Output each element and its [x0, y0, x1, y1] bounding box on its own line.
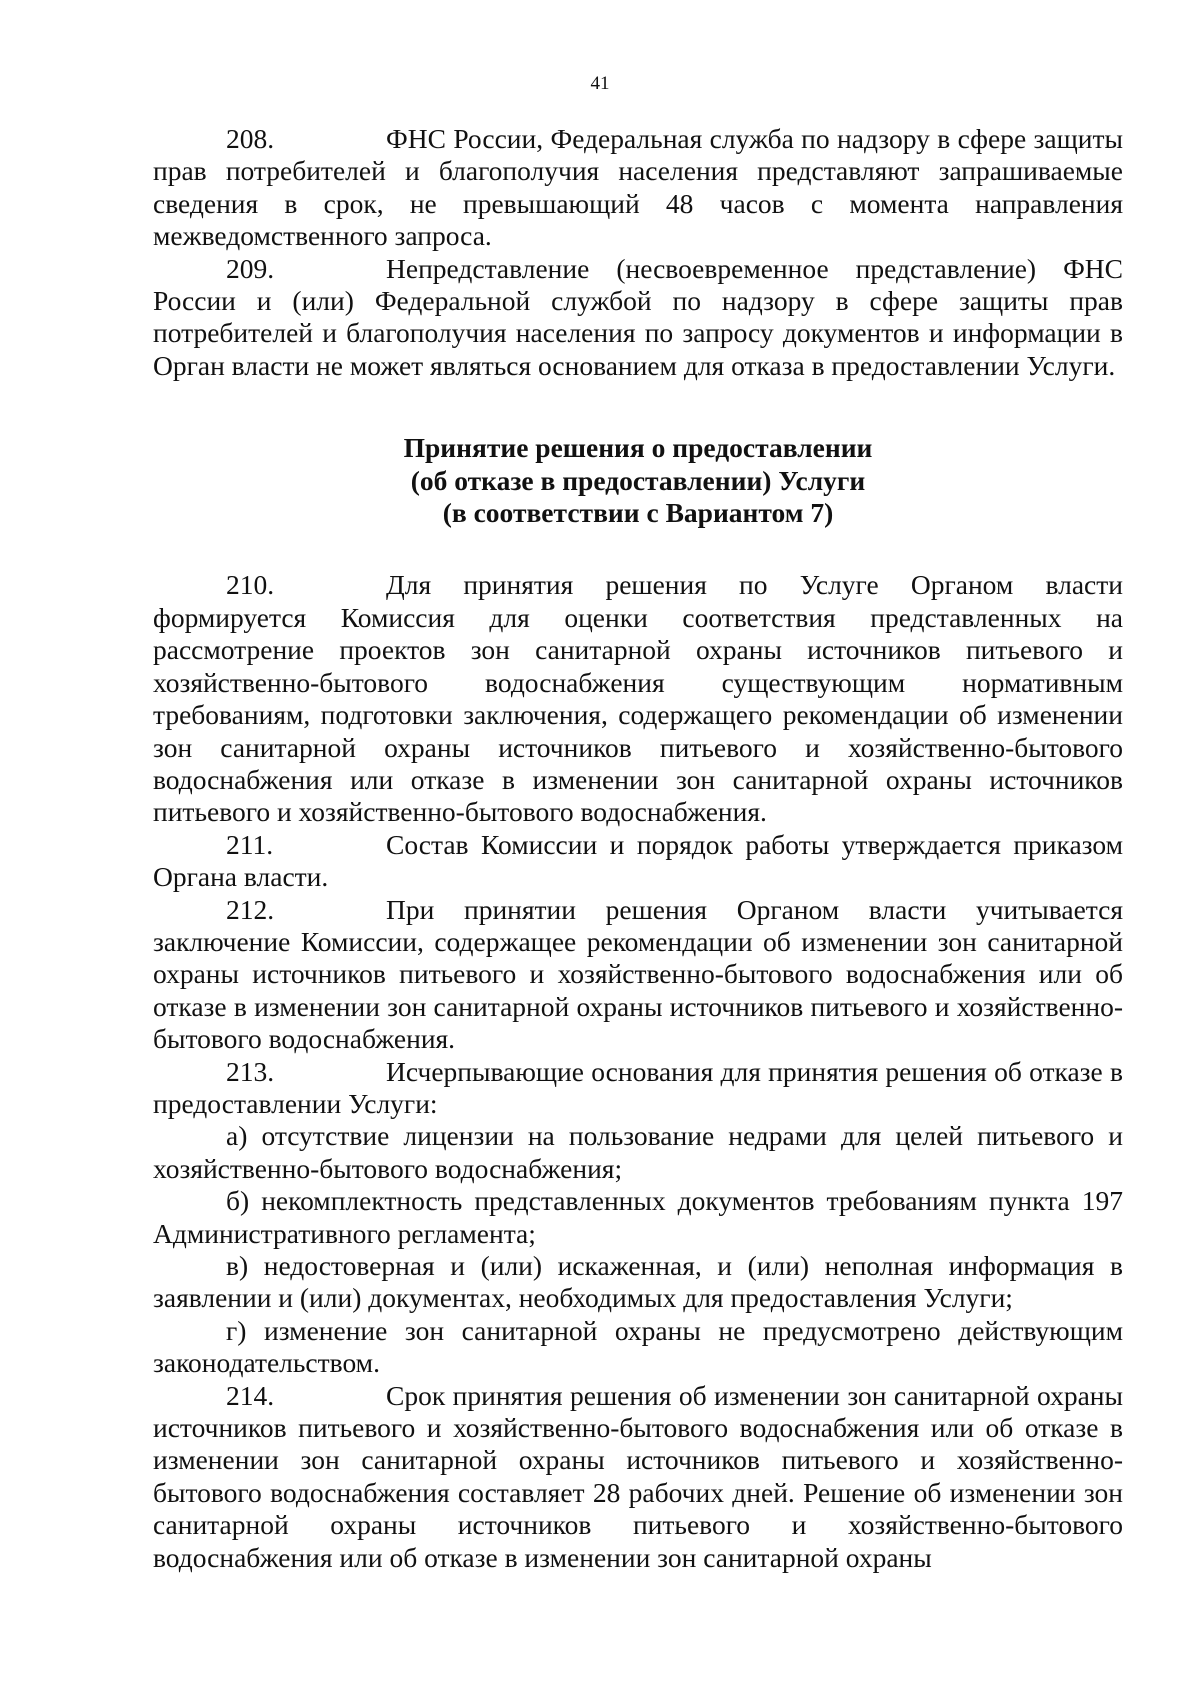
heading-line-3: (в соответствии с Вариантом 7)	[442, 497, 834, 529]
paragraph-210	[153, 569, 1123, 828]
paragraph-number: 210.	[226, 569, 275, 601]
paragraph-number: 212.	[226, 893, 275, 925]
paragraph-text: Срок принятия решения об изменении зон санитарной охраны источников питьевого и хозяйственно-бытового водоснабжения или об отказе в изменении зон санитарной охраны источников питьевого и хозяйственно-бытового водоснабжения составляет 28 рабочих дней. Решение об изменении зон санитарной охраны источников питьевого и хозяйственно-бытового водоснабжения или об отказе в изменении зон санитарной охраны	[153, 1379, 1123, 1573]
paragraph-212	[153, 894, 1123, 1056]
paragraph-text: Для принятия решения по Услуге Органом власти формируется Комиссия для оценки соответствия представленных на рассмотрение проектов зон санитарной охраны источников питьевого и хозяйственно-бытового водоснабжения существующим нормативным требованиям, подготовки заключения, содержащего рекомендации об изменении зон санитарной охраны источников питьевого и хозяйственно-бытового водоснабжения или отказе в изменении зон санитарной охраны источников питьевого и хозяйственно-бытового водоснабжения.	[153, 569, 1123, 828]
list-item-v: в) недостоверная и (или) искаженная, и (или) неполная информация в заявлении и (или) документах, необходимых для предоставления Услуги;	[153, 1250, 1123, 1314]
page-number: 41	[590, 73, 610, 94]
list-item-a: а) отсутствие лицензии на пользование недрами для целей питьевого и хозяйственно-бытового водоснабжения;	[153, 1120, 1123, 1184]
list-item-b: б) некомплектность представленных документов требованиям пункта 197 Административного регламента;	[153, 1185, 1123, 1249]
paragraph-text: Непредставление (несвоевременное представление) ФНС России и (или) Федеральной службой по надзору в сфере защиты прав потребителей и благополучия населения по запросу документов и информации в Орган власти не может являться основанием для отказа в предоставлении Услуги.	[153, 252, 1123, 381]
paragraph-number: 211.	[226, 828, 274, 860]
paragraph-number: 209.	[226, 252, 275, 284]
paragraph-213	[153, 1056, 1123, 1121]
paragraph-208	[153, 123, 1123, 253]
list-item-g: г) изменение зон санитарной охраны не предусмотрено действующим законодательством.	[153, 1314, 1123, 1379]
paragraph-211	[153, 829, 1123, 894]
heading-line-2: (об отказе в предоставлении) Услуги	[410, 464, 866, 496]
paragraph-text: Состав Комиссии и порядок работы утверждается приказом Органа власти.	[153, 828, 1123, 893]
paragraph-text: ФНС России, Федеральная служба по надзору в сфере защиты прав потребителей и благополучия населения представляют запрашиваемые сведения в срок, не превышающий 48 часов с момента направления межведомственного запроса.	[153, 123, 1123, 252]
document-body	[153, 123, 1123, 1574]
paragraph-214	[153, 1380, 1123, 1574]
paragraph-text: При принятии решения Органом власти учитывается заключение Комиссии, содержащее рекомендации об изменении зон санитарной охраны источников питьевого и хозяйственно-бытового водоснабжения или об отказе в изменении зон санитарной охраны источников питьевого и хозяйственно-бытового водоснабжения.	[153, 893, 1123, 1055]
paragraph-number: 213.	[226, 1055, 275, 1087]
paragraph-text: Исчерпывающие основания для принятия решения об отказе в предоставлении Услуги:	[153, 1055, 1123, 1119]
section-heading	[153, 432, 1123, 529]
paragraph-number: 208.	[226, 123, 275, 154]
heading-line-1: Принятие решения о предоставлении	[403, 432, 873, 464]
paragraph-209	[153, 253, 1123, 383]
paragraph-number: 214.	[226, 1379, 275, 1411]
